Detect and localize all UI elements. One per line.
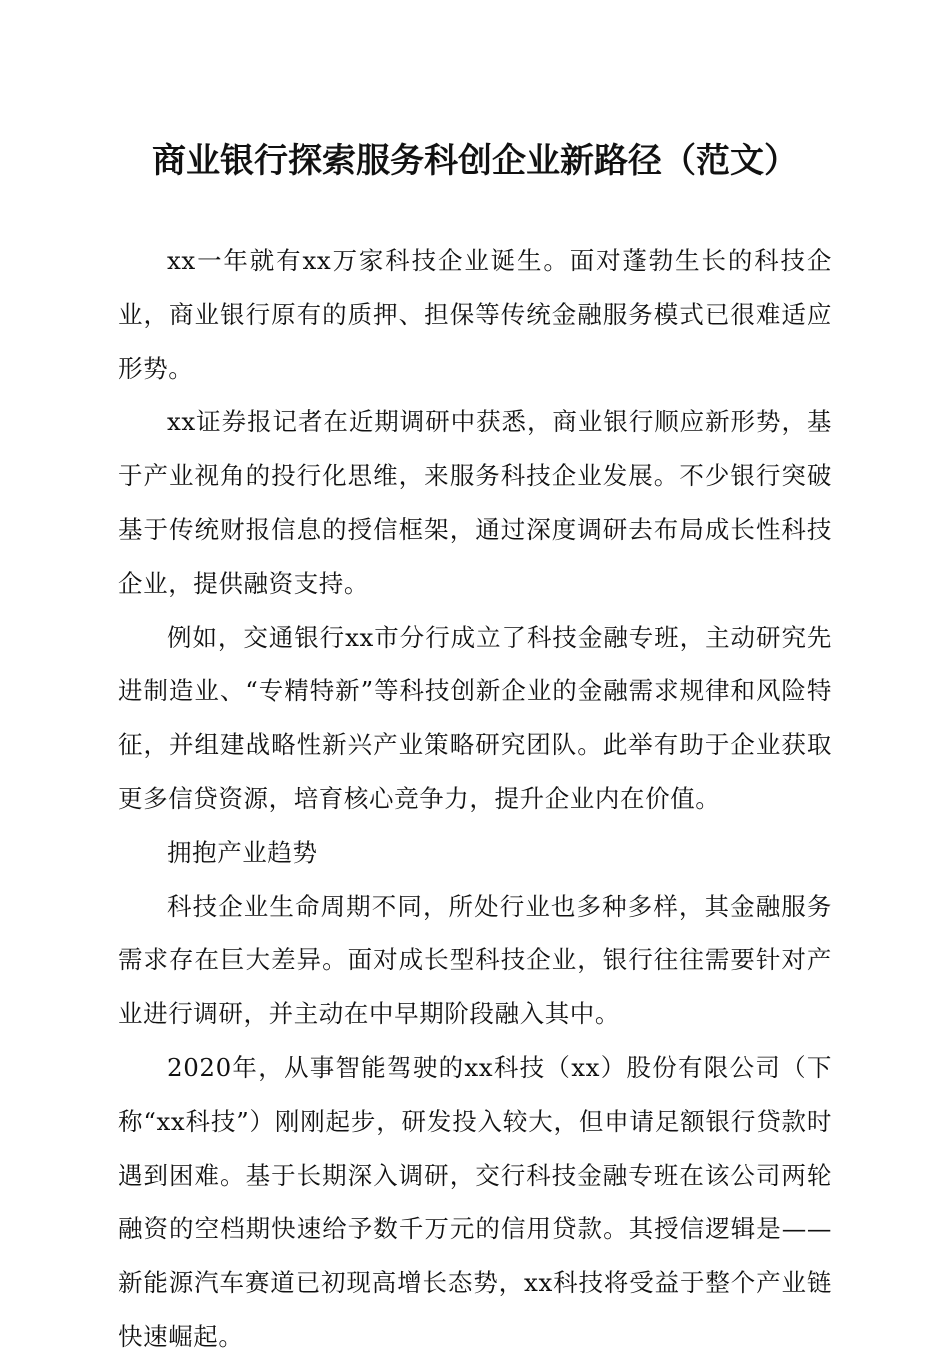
section-heading: 拥抱产业趋势: [167, 837, 318, 867]
paragraph-intro: xx一年就有xx万家科技企业诞生。面对蓬勃生长的科技企业，商业银行原有的质押、担保等传统金融服务模式已很难适应形势。: [118, 246, 832, 383]
paragraph-case: 2020年，从事智能驾驶的xx科技（xx）股份有限公司（下称“xx科技”）刚刚起步，研发投入较大，但申请足额银行贷款时遇到困难。基于长期深入调研，交行科技金融专班在该公司两轮融资的空档期快速给予数千万元的信用贷款。其授信逻辑是——新能源汽车赛道已初现高增长态势，xx科技将受益于整个产业链快速崛起。: [118, 1052, 832, 1351]
paragraph-research: xx证券报记者在近期调研中获悉，商业银行顺应新形势，基于产业视角的投行化思维，来服务科技企业发展。不少银行突破基于传统财报信息的授信框架，通过深度调研去布局成长性科技企业，提供融资支持。: [118, 407, 832, 598]
paragraph-lifecycle: 科技企业生命周期不同，所处行业也多种多样，其金融服务需求存在巨大差异。面对成长型科技企业，银行往往需要针对产业进行调研，并主动在中早期阶段融入其中。: [118, 891, 832, 1029]
document-body: [118, 234, 832, 1364]
document-title: 商业银行探索服务科创企业新路径（范文）: [152, 141, 798, 181]
paragraph-example: 例如，交通银行xx市分行成立了科技金融专班，主动研究先进制造业、“专精特新”等科技创新企业的金融需求规律和风险特征，并组建战略性新兴产业策略研究团队。此举有助于企业获取更多信贷资源，培育核心竞争力，提升企业内在价值。: [118, 622, 832, 813]
